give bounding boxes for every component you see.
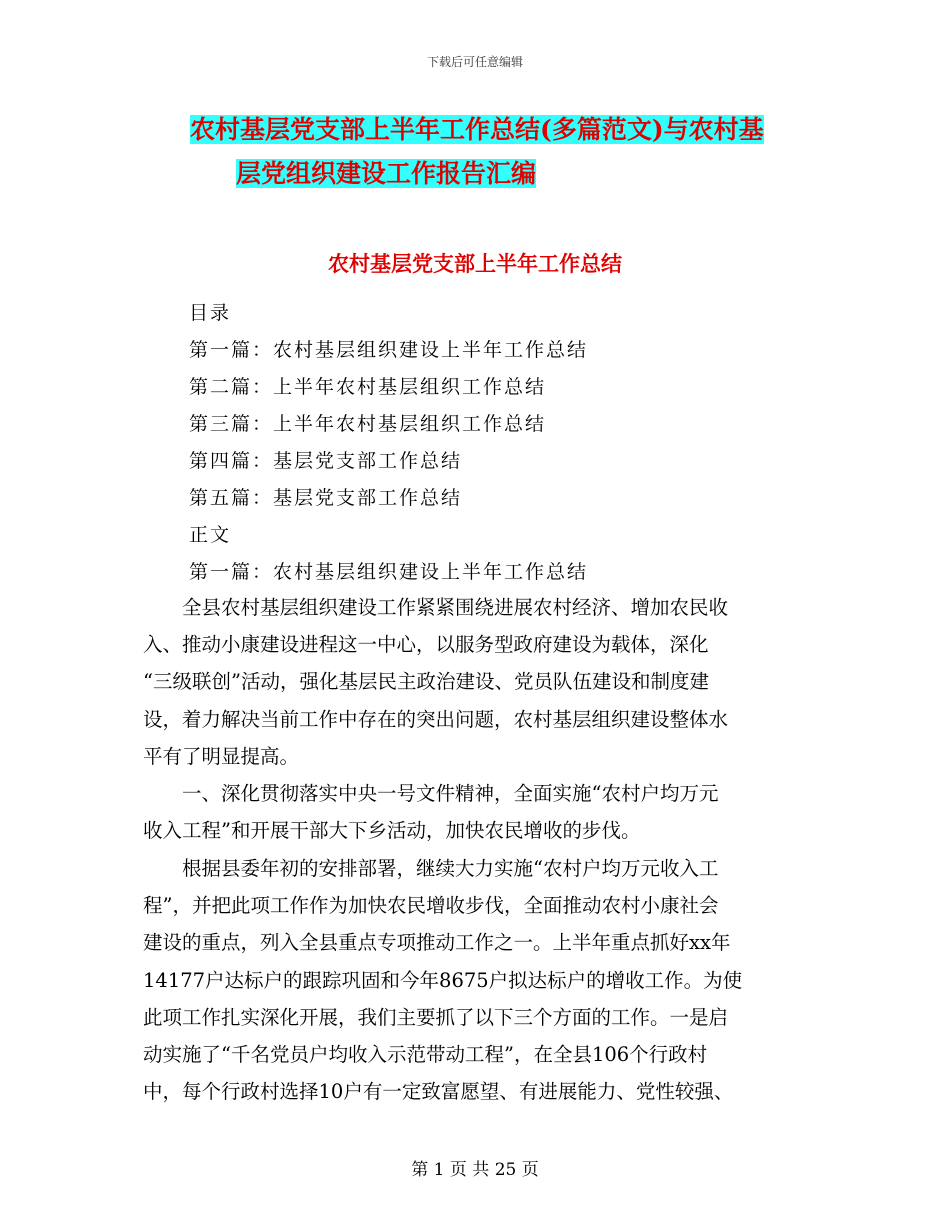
paragraph-line: 14177户达标户的跟踪巩固和今年8675户拟达标户的增收工作。为使	[143, 968, 743, 992]
paragraph-line: 建设的重点，列入全县重点专项推动工作之一。上半年重点抓好xx年	[143, 931, 731, 955]
page-number: 第 1 页 共 25 页	[411, 1160, 539, 1180]
body-heading: 正文	[189, 524, 232, 546]
document-title	[190, 108, 810, 196]
title-line-2: 层党组织建设工作报告汇编	[236, 159, 537, 188]
paragraph-line: 动实施了“千名党员户均收入示范带动工程”，在全县106个行政村	[143, 1043, 708, 1067]
section-title: 农村基层党支部上半年工作总结	[328, 251, 622, 276]
paragraph-line: 入、推动小康建设进程这一中心，以服务型政府建设为载体，深化	[143, 633, 709, 657]
paragraph-line: 收入工程”和开展干部大下乡活动，加快农民增收的步伐。	[143, 819, 641, 843]
paragraph-line: 此项工作扎实深化开展，我们主要抓了以下三个方面的工作。一是启	[143, 1005, 729, 1029]
paragraph-3	[143, 850, 803, 1110]
paragraph-2	[143, 775, 803, 849]
paragraph-line: 一、深化贯彻落实中央一号文件精神，全面实施“农村户均万元	[143, 782, 719, 805]
toc-item: 第五篇：基层党支部工作总结	[189, 487, 463, 509]
first-article-heading: 第一篇：农村基层组织建设上半年工作总结	[189, 561, 589, 583]
paragraph-line: “三级联创”活动，强化基层民主政治建设、党员队伍建设和制度建	[143, 670, 709, 694]
paragraph-line: 中，每个行政村选择10户有一定致富愿望、有进展能力、党性较强、	[143, 1080, 734, 1104]
paragraph-line: 设，着力解决当前工作中存在的突出问题，农村基层组织建设整体水	[143, 707, 729, 731]
paragraph-line: 平有了明显提高。	[143, 744, 300, 768]
toc-item: 第一篇：农村基层组织建设上半年工作总结	[189, 339, 589, 361]
title-line-1: 农村基层党支部上半年工作总结(多篇范文)与农村基	[190, 115, 764, 144]
toc-heading: 目录	[189, 302, 232, 324]
toc-item: 第四篇：基层党支部工作总结	[189, 450, 463, 472]
paragraph-line: 全县农村基层组织建设工作紧紧围绕进展农村经济、增加农民收	[143, 596, 729, 619]
toc-item: 第二篇：上半年农村基层组织工作总结	[189, 376, 547, 398]
paragraph-line: 根据县委年初的安排部署，继续大力实施“农村户均万元收入工	[143, 857, 719, 880]
toc-item: 第三篇：上半年农村基层组织工作总结	[189, 413, 547, 435]
page-header-note: 下载后可任意编辑	[426, 55, 523, 69]
paragraph-line: 程”，并把此项工作作为加快农民增收步伐，全面推动农村小康社会	[143, 894, 719, 918]
paragraph-1	[143, 589, 803, 775]
